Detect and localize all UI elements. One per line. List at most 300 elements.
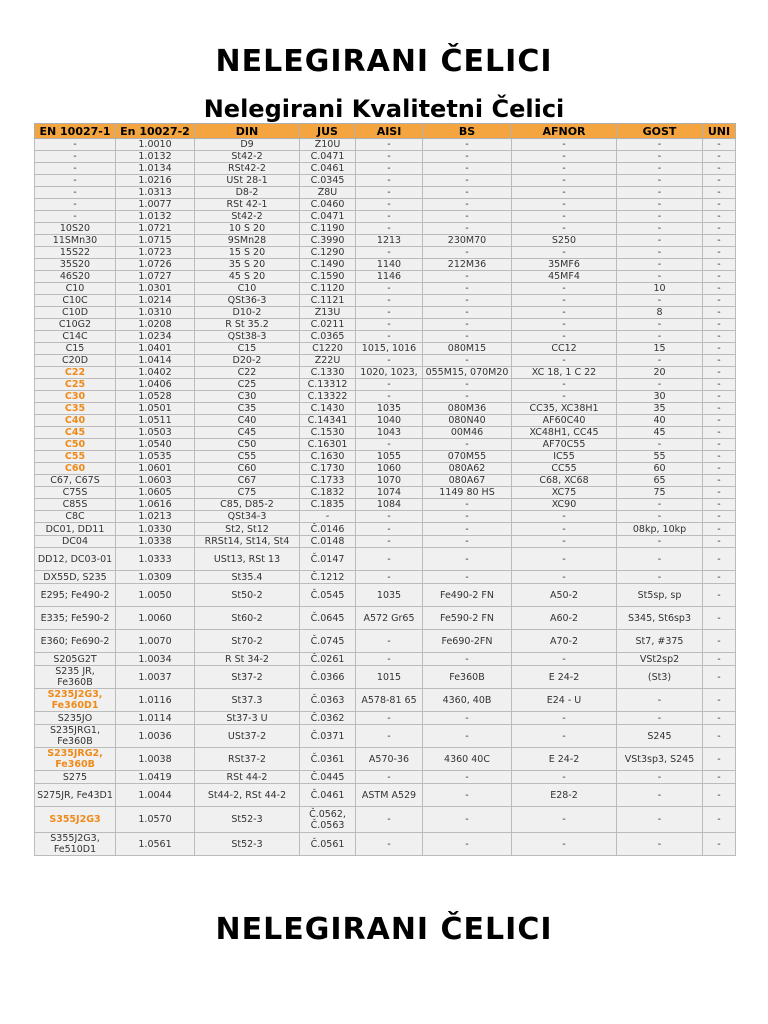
table-cell: C10D <box>35 307 116 319</box>
table-row <box>35 499 736 511</box>
table-cell: - <box>356 331 423 343</box>
table-cell: 1.0338 <box>116 536 195 548</box>
table-cell: 1.0561 <box>116 833 195 856</box>
table-cell: RSt37-2 <box>195 748 300 771</box>
table-cell: 45MF4 <box>512 271 617 283</box>
table-row <box>35 463 736 475</box>
table-row <box>35 439 736 451</box>
table-cell: 40 <box>617 415 703 427</box>
table-cell: - <box>512 712 617 725</box>
table-row <box>35 199 736 211</box>
table-cell: 46S20 <box>35 271 116 283</box>
table-cell: DD12, DC03-01 <box>35 548 116 571</box>
table-cell: - <box>423 283 512 295</box>
table-cell: 1.0727 <box>116 271 195 283</box>
table-cell: 1.0501 <box>116 403 195 415</box>
table-cell: DC04 <box>35 536 116 548</box>
table-cell: - <box>617 223 703 235</box>
table-row <box>35 584 736 607</box>
table-cell: - <box>512 833 617 856</box>
table-cell: C25 <box>35 379 116 391</box>
table-cell: C67, C67S <box>35 475 116 487</box>
table-cell: - <box>617 151 703 163</box>
table-cell: CC12 <box>512 343 617 355</box>
table-cell: - <box>703 725 736 748</box>
table-cell: - <box>512 331 617 343</box>
table-cell: - <box>356 139 423 151</box>
table-row <box>35 748 736 771</box>
table-cell: - <box>512 653 617 666</box>
table-cell: - <box>617 331 703 343</box>
table-cell: St42-2 <box>195 211 300 223</box>
table-cell: Č.0745 <box>300 630 356 653</box>
table-cell: 1.0330 <box>116 523 195 536</box>
table-cell: - <box>356 833 423 856</box>
table-cell: 55 <box>617 451 703 463</box>
table-cell: - <box>703 666 736 689</box>
table-cell: Č.1121 <box>300 295 356 307</box>
table-cell: A60-2 <box>512 607 617 630</box>
table-cell: 1055 <box>356 451 423 463</box>
table-row <box>35 355 736 367</box>
steel-equivalence-table <box>34 123 736 856</box>
table-cell: S235JRG1, Fe360B <box>35 725 116 748</box>
table-cell: - <box>356 725 423 748</box>
table-cell: - <box>423 807 512 833</box>
table-cell: - <box>617 271 703 283</box>
table-row <box>35 175 736 187</box>
table-cell: - <box>512 283 617 295</box>
table-cell: - <box>703 199 736 211</box>
table-cell: 30 <box>617 391 703 403</box>
table-cell: E 24-2 <box>512 666 617 689</box>
table-row <box>35 771 736 784</box>
table-cell: A70-2 <box>512 630 617 653</box>
table-cell: - <box>423 548 512 571</box>
table-cell: - <box>703 689 736 712</box>
table-cell: C55 <box>35 451 116 463</box>
table-cell: USt 28-1 <box>195 175 300 187</box>
table-cell: Č.0211 <box>300 319 356 331</box>
table-cell: - <box>512 319 617 331</box>
table-cell: RSt 42-1 <box>195 199 300 211</box>
table-cell: - <box>423 439 512 451</box>
table-cell: 080M15 <box>423 343 512 355</box>
table-cell: - <box>423 223 512 235</box>
table-row <box>35 235 736 247</box>
table-cell: 1070 <box>356 475 423 487</box>
table-cell: - <box>423 833 512 856</box>
table-cell: Fe590-2 FN <box>423 607 512 630</box>
table-cell: 1.0419 <box>116 771 195 784</box>
table-cell: C14C <box>35 331 116 343</box>
table-cell: 10S20 <box>35 223 116 235</box>
table-cell: C10C <box>35 295 116 307</box>
table-cell: - <box>423 379 512 391</box>
table-cell: C85, D85-2 <box>195 499 300 511</box>
table-cell: Ž8U <box>300 187 356 199</box>
table-cell: Č.0445 <box>300 771 356 784</box>
table-cell: 15 S 20 <box>195 247 300 259</box>
table-cell: C60 <box>195 463 300 475</box>
table-cell: - <box>35 151 116 163</box>
table-row <box>35 427 736 439</box>
table-cell: Č.0361 <box>300 748 356 771</box>
table-cell: 1.0511 <box>116 415 195 427</box>
table-cell: VSt2sp2 <box>617 653 703 666</box>
table-cell: - <box>617 187 703 199</box>
table-cell: - <box>703 271 736 283</box>
table-cell: - <box>617 199 703 211</box>
table-cell: 10 <box>617 283 703 295</box>
table-cell: - <box>703 331 736 343</box>
table-cell: Fe490-2 FN <box>423 584 512 607</box>
table-row <box>35 451 736 463</box>
table-cell: Č.1835 <box>300 499 356 511</box>
table-cell: - <box>356 653 423 666</box>
table-cell: S235 JR, Fe360B <box>35 666 116 689</box>
table-subtitle: Nelegirani Kvalitetni Čelici <box>203 95 565 123</box>
table-cell: Č.13312 <box>300 379 356 391</box>
table-cell: - <box>617 771 703 784</box>
table-cell: - <box>703 319 736 331</box>
table-cell: - <box>703 391 736 403</box>
table-cell: Ž13U <box>300 307 356 319</box>
table-cell: S235JO <box>35 712 116 725</box>
table-cell: S205G2T <box>35 653 116 666</box>
table-cell: - <box>512 725 617 748</box>
table-cell: - <box>356 536 423 548</box>
table-cell: 1.0214 <box>116 295 195 307</box>
table-cell: - <box>703 548 736 571</box>
table-cell: - <box>423 163 512 175</box>
table-cell: Č.0365 <box>300 331 356 343</box>
table-cell: E295; Fe490-2 <box>35 584 116 607</box>
table-cell: 1043 <box>356 427 423 439</box>
table-cell: CC35, XC38H1 <box>512 403 617 415</box>
table-cell: C50 <box>195 439 300 451</box>
table-cell: - <box>356 307 423 319</box>
table-cell: - <box>423 175 512 187</box>
table-cell: - <box>356 391 423 403</box>
table-cell: C30 <box>195 391 300 403</box>
table-cell: 1.0301 <box>116 283 195 295</box>
table-cell: S245 <box>617 725 703 748</box>
table-cell: - <box>617 295 703 307</box>
table-cell: - <box>703 259 736 271</box>
table-cell: - <box>356 548 423 571</box>
table-cell: S355J2G3 <box>35 807 116 833</box>
table-cell: - <box>423 571 512 584</box>
table-cell: S355J2G3, Fe510D1 <box>35 833 116 856</box>
table-cell: C8C <box>35 511 116 523</box>
table-cell: St5sp, sp <box>617 584 703 607</box>
table-cell: 15 <box>617 343 703 355</box>
table-cell: - <box>512 175 617 187</box>
table-row <box>35 475 736 487</box>
table-cell: - <box>512 771 617 784</box>
table-cell: 1.0116 <box>116 689 195 712</box>
table-cell: - <box>356 771 423 784</box>
table-cell: - <box>703 523 736 536</box>
table-cell: - <box>703 415 736 427</box>
table-cell: - <box>356 283 423 295</box>
table-cell: Č.1832 <box>300 487 356 499</box>
table-cell: RSt 44-2 <box>195 771 300 784</box>
table-cell: D9 <box>195 139 300 151</box>
table-cell: C40 <box>195 415 300 427</box>
table-cell: - <box>703 295 736 307</box>
page-title: NELEGIRANI ČELICI <box>215 44 553 79</box>
table-cell: Č.0460 <box>300 199 356 211</box>
table-cell: VSt3sp3, S245 <box>617 748 703 771</box>
table-cell: - <box>512 139 617 151</box>
table-cell: - <box>703 784 736 807</box>
table-cell: 1.0010 <box>116 139 195 151</box>
column-header-en10027-2: En 10027-2 <box>116 124 195 139</box>
table-cell: Č.0645 <box>300 607 356 630</box>
table-cell: - <box>703 630 736 653</box>
table-cell: - <box>512 187 617 199</box>
table-cell: DC01, DD11 <box>35 523 116 536</box>
table-row <box>35 784 736 807</box>
table-cell: A50-2 <box>512 584 617 607</box>
table-cell: Č.1290 <box>300 247 356 259</box>
table-cell: - <box>356 175 423 187</box>
table-cell: 1015 <box>356 666 423 689</box>
table-cell: Č.1630 <box>300 451 356 463</box>
table-cell: - <box>423 319 512 331</box>
table-cell: - <box>356 712 423 725</box>
table-cell: - <box>617 319 703 331</box>
table-cell: - <box>703 187 736 199</box>
table-cell: C60 <box>35 463 116 475</box>
table-cell: A570-36 <box>356 748 423 771</box>
table-row <box>35 367 736 379</box>
table-cell: Č.3990 <box>300 235 356 247</box>
table-cell: Č.0147 <box>300 548 356 571</box>
table-cell: S235JRG2, Fe360B <box>35 748 116 771</box>
table-cell: Č.1190 <box>300 223 356 235</box>
table-cell: St37-3 U <box>195 712 300 725</box>
column-header-din: DIN <box>195 124 300 139</box>
table-cell: Č.1733 <box>300 475 356 487</box>
table-cell: - <box>512 295 617 307</box>
table-cell: - <box>35 139 116 151</box>
table-cell: Č.1330 <box>300 367 356 379</box>
table-cell: 080A62 <box>423 463 512 475</box>
table-cell: - <box>617 511 703 523</box>
table-cell: - <box>617 247 703 259</box>
table-cell: - <box>512 807 617 833</box>
table-cell: Č.0545 <box>300 584 356 607</box>
table-cell: - <box>617 163 703 175</box>
table-cell: - <box>703 487 736 499</box>
table-row <box>35 607 736 630</box>
table-cell: 4360 40C <box>423 748 512 771</box>
table-cell: 1.0213 <box>116 511 195 523</box>
table-cell: S275JR, Fe43D1 <box>35 784 116 807</box>
table-row <box>35 807 736 833</box>
table-row <box>35 247 736 259</box>
table-cell: - <box>35 163 116 175</box>
table-cell: Č.0261 <box>300 653 356 666</box>
table-row <box>35 223 736 235</box>
table-row <box>35 151 736 163</box>
table-cell: - <box>512 355 617 367</box>
table-row <box>35 403 736 415</box>
table-cell: E28-2 <box>512 784 617 807</box>
table-cell: 1.0037 <box>116 666 195 689</box>
table-cell: - <box>512 247 617 259</box>
table-cell: - <box>512 523 617 536</box>
table-cell: Č.0561 <box>300 833 356 856</box>
table-cell: E 24-2 <box>512 748 617 771</box>
table-cell: - <box>703 355 736 367</box>
table-cell: - <box>423 499 512 511</box>
table-cell: - <box>703 712 736 725</box>
table-cell: - <box>356 247 423 259</box>
column-header-uni: UNI <box>703 124 736 139</box>
table-row <box>35 211 736 223</box>
table-cell: - <box>356 511 423 523</box>
table-cell: A572 Gr65 <box>356 607 423 630</box>
table-cell: 1020, 1023, <box>356 367 423 379</box>
table-cell: E360; Fe690-2 <box>35 630 116 653</box>
table-cell: - <box>703 584 736 607</box>
table-cell: - <box>703 379 736 391</box>
column-header-afnor: AFNOR <box>512 124 617 139</box>
table-cell: - <box>423 355 512 367</box>
table-cell: 1.0050 <box>116 584 195 607</box>
footer-title: NELEGIRANI ČELICI <box>215 912 553 947</box>
table-row <box>35 259 736 271</box>
table-row <box>35 187 736 199</box>
table-cell: C15 <box>195 343 300 355</box>
table-cell: - <box>356 523 423 536</box>
table-cell: XC90 <box>512 499 617 511</box>
table-cell: - <box>512 379 617 391</box>
table-cell: 230M70 <box>423 235 512 247</box>
table-cell: 1.0234 <box>116 331 195 343</box>
table-cell: - <box>703 367 736 379</box>
table-cell: S275 <box>35 771 116 784</box>
table-row <box>35 511 736 523</box>
table-cell: R St 35.2 <box>195 319 300 331</box>
table-row <box>35 523 736 536</box>
table-cell: - <box>703 283 736 295</box>
table-cell: - <box>356 295 423 307</box>
table-cell: - <box>703 175 736 187</box>
table-cell: Č.16301 <box>300 439 356 451</box>
table-cell: - <box>617 689 703 712</box>
table-row <box>35 725 736 748</box>
table-cell: - <box>617 499 703 511</box>
table-cell: Č.13322 <box>300 391 356 403</box>
table-cell: - <box>423 331 512 343</box>
table-cell: 1.0414 <box>116 355 195 367</box>
table-row <box>35 833 736 856</box>
table-cell: 1060 <box>356 463 423 475</box>
table-cell: - <box>703 607 736 630</box>
table-cell: 9SMn28 <box>195 235 300 247</box>
table-cell: 20 <box>617 367 703 379</box>
table-cell: 1.0313 <box>116 187 195 199</box>
table-cell: - <box>423 151 512 163</box>
table-cell: St52-3 <box>195 833 300 856</box>
table-cell: C55 <box>195 451 300 463</box>
table-row <box>35 343 736 355</box>
table-cell: 45 S 20 <box>195 271 300 283</box>
table-cell: - <box>35 187 116 199</box>
table-cell: Č.14341 <box>300 415 356 427</box>
table-cell: RSt42-2 <box>195 163 300 175</box>
table-cell: 1.0077 <box>116 199 195 211</box>
table-cell: - <box>617 439 703 451</box>
table-cell: - <box>356 211 423 223</box>
table-cell: 15S22 <box>35 247 116 259</box>
table-cell: 1.0208 <box>116 319 195 331</box>
table-cell: - <box>356 439 423 451</box>
table-cell: - <box>35 199 116 211</box>
table-cell: Č.1120 <box>300 283 356 295</box>
table-row <box>35 163 736 175</box>
table-cell: - <box>617 548 703 571</box>
table-row <box>35 666 736 689</box>
table-cell: 1035 <box>356 403 423 415</box>
table-cell: - <box>617 833 703 856</box>
table-cell: 070M55 <box>423 451 512 463</box>
column-header-gost: GOST <box>617 124 703 139</box>
table-cell: - <box>423 199 512 211</box>
table-cell: - <box>356 199 423 211</box>
column-header-bs: BS <box>423 124 512 139</box>
table-cell: - <box>356 355 423 367</box>
table-cell: 1040 <box>356 415 423 427</box>
table-cell: C10G2 <box>35 319 116 331</box>
table-row <box>35 653 736 666</box>
table-cell: 1.0310 <box>116 307 195 319</box>
table-row <box>35 379 736 391</box>
table-cell: R St 34-2 <box>195 653 300 666</box>
table-cell: - <box>703 235 736 247</box>
table-cell: St44-2, RSt 44-2 <box>195 784 300 807</box>
table-cell: USt37-2 <box>195 725 300 748</box>
table-cell: 1.0616 <box>116 499 195 511</box>
table-cell: - <box>512 151 617 163</box>
table-cell: St50-2 <box>195 584 300 607</box>
table-cell: 1.0132 <box>116 151 195 163</box>
table-cell: - <box>356 807 423 833</box>
table-cell: - <box>703 463 736 475</box>
table-cell: - <box>423 536 512 548</box>
table-cell: 1.0401 <box>116 343 195 355</box>
table-cell: ASTM A529 <box>356 784 423 807</box>
table-cell: C67 <box>195 475 300 487</box>
table-cell: Č.1530 <box>300 427 356 439</box>
table-cell: - <box>423 725 512 748</box>
table-cell: Č.0371 <box>300 725 356 748</box>
table-cell: C10 <box>35 283 116 295</box>
table-cell: - <box>703 511 736 523</box>
table-cell: - <box>356 187 423 199</box>
table-cell: St52-3 <box>195 807 300 833</box>
table-cell: - <box>617 536 703 548</box>
table-cell: Č.0471 <box>300 211 356 223</box>
table-cell: 1.0601 <box>116 463 195 475</box>
table-cell: - <box>423 307 512 319</box>
table-cell: RRSt14, St14, St4 <box>195 536 300 548</box>
